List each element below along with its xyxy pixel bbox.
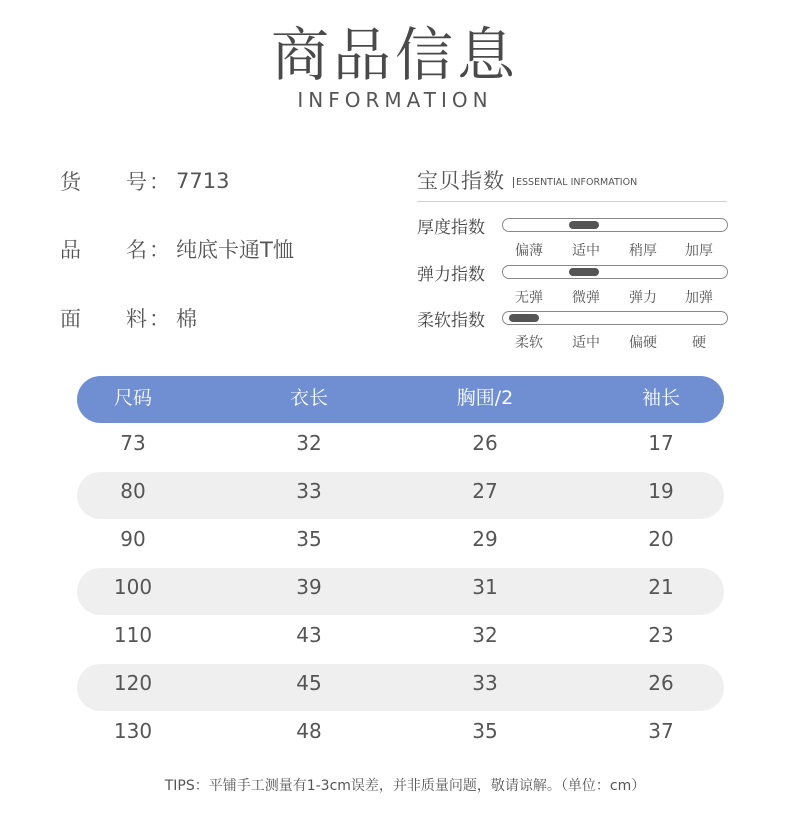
item-number-value: 7713 bbox=[176, 169, 230, 193]
column-header-length: 衣长 bbox=[289, 387, 328, 409]
cell-chest: 32 bbox=[472, 623, 498, 647]
index-track bbox=[502, 311, 728, 325]
cell-sleeve: 19 bbox=[648, 479, 674, 503]
index-option: 适中 bbox=[572, 243, 600, 259]
index-option: 偏硬 bbox=[629, 335, 657, 351]
cell-chest: 27 bbox=[472, 479, 498, 503]
cell-length: 33 bbox=[296, 479, 322, 503]
cell-length: 43 bbox=[296, 623, 322, 647]
index-option: 适中 bbox=[572, 335, 600, 351]
cell-chest: 29 bbox=[472, 527, 498, 551]
cell-size: 110 bbox=[113, 623, 153, 647]
index-indicator bbox=[569, 268, 599, 276]
column-header-size: 尺码 bbox=[113, 387, 152, 409]
cell-sleeve: 37 bbox=[648, 719, 674, 743]
cell-sleeve: 17 bbox=[648, 431, 674, 455]
index-label: 厚度指数 bbox=[417, 218, 485, 238]
cell-size: 80 bbox=[120, 479, 146, 503]
page-title: 商品信息 bbox=[270, 21, 519, 89]
cell-size: 90 bbox=[120, 527, 146, 551]
cell-length: 39 bbox=[296, 575, 322, 599]
cell-chest: 26 bbox=[472, 431, 498, 455]
info-row-item-number: 货 号： 7713 bbox=[60, 169, 230, 194]
cell-sleeve: 26 bbox=[648, 671, 674, 695]
index-option: 硬 bbox=[692, 335, 706, 351]
cell-sleeve: 21 bbox=[648, 575, 674, 599]
index-option: 弹力 bbox=[629, 290, 657, 306]
index-label: 柔软指数 bbox=[417, 311, 485, 331]
product-name-value: 纯底卡通T恤 bbox=[176, 238, 294, 262]
column-header-sleeve: 袖长 bbox=[641, 387, 680, 409]
tips-text: TIPS：平铺手工测量有1-3cm误差，并非质量问题，敬请谅解。（单位：cm） bbox=[164, 778, 646, 794]
cell-size: 120 bbox=[113, 671, 153, 695]
index-option: 微弹 bbox=[572, 290, 600, 306]
index-option: 加厚 bbox=[685, 243, 713, 259]
cell-chest: 31 bbox=[472, 575, 498, 599]
index-option: 偏薄 bbox=[515, 243, 543, 259]
cell-sleeve: 20 bbox=[648, 527, 674, 551]
index-option: 无弹 bbox=[515, 290, 543, 306]
essential-title-en: ESSENTIAL INFORMATION bbox=[513, 177, 637, 188]
index-option: 加弹 bbox=[685, 290, 713, 306]
cell-chest: 35 bbox=[472, 719, 498, 743]
column-header-chest: 胸围/2 bbox=[456, 387, 514, 409]
index-label: 弹力指数 bbox=[417, 265, 485, 285]
index-track bbox=[502, 265, 728, 279]
cell-size: 100 bbox=[113, 575, 153, 599]
index-option: 柔软 bbox=[515, 335, 543, 351]
index-indicator bbox=[569, 221, 599, 229]
cell-length: 35 bbox=[296, 527, 322, 551]
cell-size: 130 bbox=[113, 719, 153, 743]
essential-title: 宝贝指数 bbox=[417, 169, 505, 193]
essential-header bbox=[417, 163, 727, 202]
cell-length: 45 bbox=[296, 671, 322, 695]
info-row-product-name: 品 名： 纯底卡通T恤 bbox=[60, 234, 294, 264]
cell-length: 32 bbox=[296, 431, 322, 455]
cell-chest: 33 bbox=[472, 671, 498, 695]
cell-size: 73 bbox=[120, 431, 146, 455]
fabric-value: 棉 bbox=[176, 307, 197, 331]
page-subtitle: INFORMATION bbox=[297, 88, 493, 112]
size-table-header bbox=[77, 376, 724, 423]
index-option: 稍厚 bbox=[629, 243, 657, 259]
index-indicator bbox=[509, 314, 539, 322]
info-row-fabric: 面 料： 棉 bbox=[60, 303, 197, 333]
index-track bbox=[502, 218, 728, 232]
cell-sleeve: 23 bbox=[648, 623, 674, 647]
cell-length: 48 bbox=[296, 719, 322, 743]
